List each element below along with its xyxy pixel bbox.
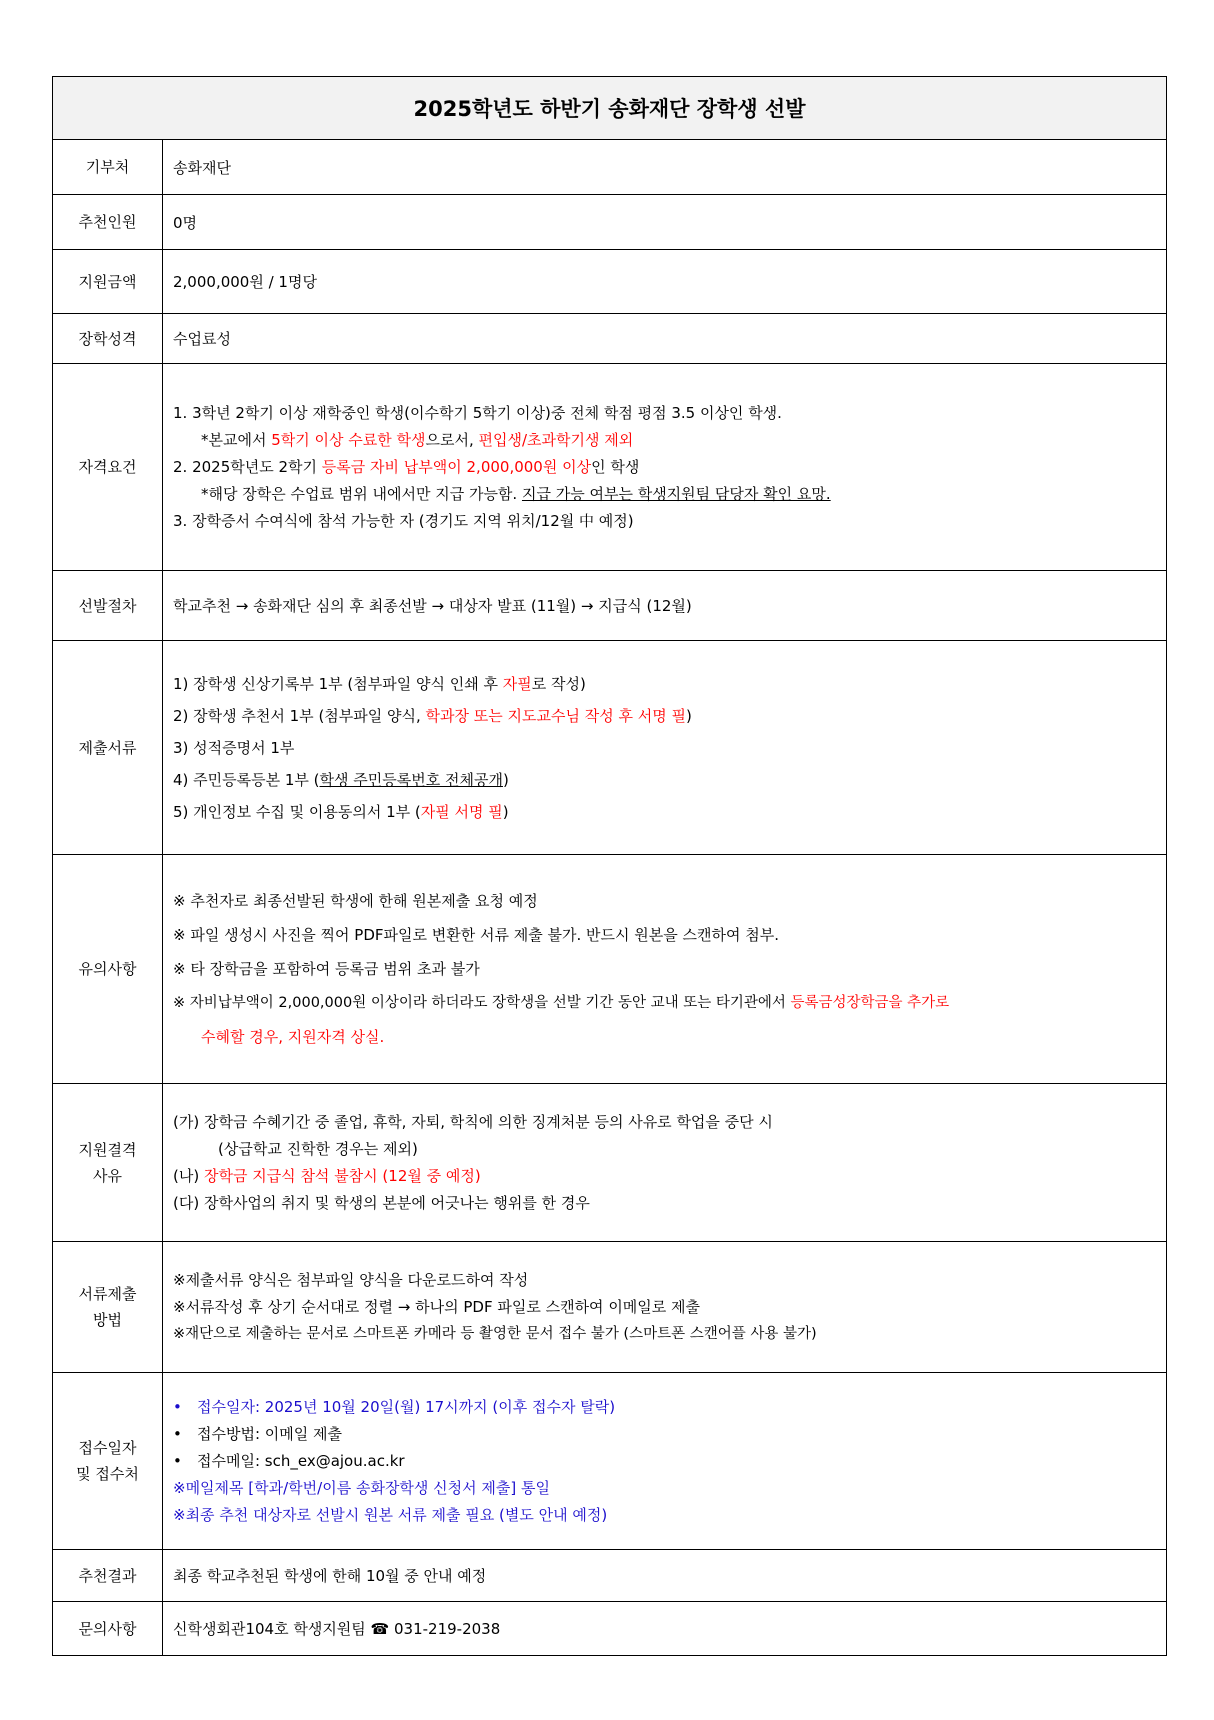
text: ※ 자비납부액이 2,000,000원 이상이라 하더라도 장학생을 선발 기간 동안 교내 또는 타기관에서 bbox=[173, 995, 791, 1011]
label-reception-line-2: 및 접수처 bbox=[76, 1465, 139, 1483]
document-item-4 bbox=[173, 764, 1156, 796]
highlight-red: 5학기 이상 수료한 학생 bbox=[271, 430, 426, 449]
bullet-icon: • bbox=[173, 1424, 182, 1443]
text: 인 학생 bbox=[591, 457, 640, 476]
text: (나) bbox=[173, 1166, 204, 1185]
bullet-icon: • bbox=[173, 1451, 182, 1470]
label-amount: 지원금액 bbox=[53, 250, 163, 314]
row-notes bbox=[53, 855, 1167, 1084]
label-recommend-count: 추천인원 bbox=[53, 195, 163, 250]
row-amount bbox=[53, 250, 1167, 314]
label-eligibility: 자격요건 bbox=[53, 364, 163, 571]
row-result bbox=[53, 1550, 1167, 1602]
value-recommend-count: 0명 bbox=[163, 195, 1167, 250]
row-contact bbox=[53, 1602, 1167, 1656]
label-method-line-2: 방법 bbox=[93, 1311, 122, 1329]
value-notes bbox=[163, 855, 1167, 1084]
row-recommend-count bbox=[53, 195, 1167, 250]
email-address: 접수메일: sch_ex@ajou.ac.kr bbox=[197, 1451, 405, 1470]
eligibility-line-4 bbox=[173, 481, 1156, 508]
title-row bbox=[53, 77, 1167, 140]
highlight-red: 편입생/초과학기생 제외 bbox=[478, 430, 634, 449]
eligibility-line-5: 3. 장학증서 수여식에 참석 가능한 자 (경기도 지역 위치/12월 中 예정) bbox=[173, 511, 634, 530]
label-disqualify-line-2: 사유 bbox=[93, 1166, 122, 1185]
label-disqualify-line-1: 지원결격 bbox=[78, 1140, 137, 1159]
note-4 bbox=[173, 986, 1156, 1020]
label-procedure: 선발절차 bbox=[53, 571, 163, 641]
reception-line-1 bbox=[173, 1394, 1156, 1421]
text: 로 작성) bbox=[531, 674, 586, 693]
method-line-1: ※제출서류 양식은 첨부파일 양식을 다운로드하여 작성 bbox=[173, 1270, 529, 1289]
bullet-icon: • bbox=[173, 1397, 182, 1416]
eligibility-line-2 bbox=[173, 427, 1156, 454]
row-donor bbox=[53, 140, 1167, 195]
document-item-1 bbox=[173, 668, 1156, 700]
row-disqualify bbox=[53, 1084, 1167, 1242]
text: 접수방법: 이메일 제출 bbox=[197, 1424, 343, 1443]
value-reception bbox=[163, 1373, 1167, 1550]
label-reception-line-1: 접수일자 bbox=[78, 1439, 137, 1457]
document-item-3: 3) 성적증명서 1부 bbox=[173, 738, 295, 757]
label-disqualify bbox=[53, 1084, 163, 1242]
note-3: ※ 타 장학금을 포함하여 등록금 범위 초과 불가 bbox=[173, 960, 480, 978]
text: *본교에서 bbox=[201, 430, 272, 449]
text: 2. 2025학년도 2학기 bbox=[173, 457, 322, 476]
text: 으로서, bbox=[425, 430, 479, 449]
note-1: ※ 추천자로 최종선발된 학생에 한해 원본제출 요청 예정 bbox=[173, 892, 538, 910]
text: ) bbox=[502, 802, 509, 821]
value-documents bbox=[163, 641, 1167, 855]
text: ) bbox=[502, 770, 509, 789]
label-notes: 유의사항 bbox=[53, 855, 163, 1084]
row-method bbox=[53, 1242, 1167, 1373]
value-procedure: 학교추천 → 송화재단 심의 후 최종선발 → 대상자 발표 (11월) → 지급식 (12월) bbox=[163, 571, 1167, 641]
text: 4) 주민등록등본 1부 ( bbox=[173, 770, 320, 789]
text: 5) 개인정보 수집 및 이용동의서 1부 ( bbox=[173, 802, 421, 821]
underlined-text: 학생 주민등록번호 전체공개 bbox=[319, 770, 503, 789]
row-procedure bbox=[53, 571, 1167, 641]
scholarship-notice-table bbox=[52, 76, 1167, 1656]
value-disqualify bbox=[163, 1084, 1167, 1242]
disqualify-line-4: (다) 장학사업의 취지 및 학생의 본분에 어긋나는 행위를 한 경우 bbox=[173, 1193, 590, 1212]
highlight-red: 자필 bbox=[502, 674, 532, 693]
row-eligibility bbox=[53, 364, 1167, 571]
reception-line-4: ※메일제목 [학과/학번/이름 송화장학생 신청서 제출] 통일 bbox=[173, 1478, 551, 1497]
highlight-red: 자필 서명 필 bbox=[420, 802, 503, 821]
method-line-2: ※서류작성 후 상기 순서대로 정렬 → 하나의 PDF 파일로 스캔하여 이메일로 제출 bbox=[173, 1297, 701, 1316]
row-documents bbox=[53, 641, 1167, 855]
reception-line-5: ※최종 추천 대상자로 선발시 원본 서류 제출 필요 (별도 안내 예정) bbox=[173, 1505, 608, 1524]
text: 접수일자: 2025년 10월 20일(월) 17시까지 (이후 접수자 탈락) bbox=[197, 1397, 616, 1416]
row-type bbox=[53, 314, 1167, 364]
value-result: 최종 학교추천된 학생에 한해 10월 중 안내 예정 bbox=[163, 1550, 1167, 1602]
underlined-text: 지급 가능 여부는 학생지원팀 담당자 확인 요망. bbox=[521, 484, 831, 503]
notice-title: 2025학년도 하반기 송화재단 장학생 선발 bbox=[53, 77, 1167, 140]
text: *해당 장학은 수업료 범위 내에서만 지급 가능함. bbox=[201, 484, 522, 503]
text: ) bbox=[686, 706, 692, 725]
text: 2) 장학생 추천서 1부 (첨부파일 양식, bbox=[173, 706, 426, 725]
label-documents: 제출서류 bbox=[53, 641, 163, 855]
label-reception bbox=[53, 1373, 163, 1550]
highlight-red: 학과장 또는 지도교수님 작성 후 서명 필 bbox=[425, 706, 686, 725]
document-item-2 bbox=[173, 700, 1156, 732]
highlight-red: 등록금성장학금을 추가로 bbox=[790, 995, 950, 1011]
value-donor: 송화재단 bbox=[163, 140, 1167, 195]
reception-line-3 bbox=[173, 1448, 1156, 1475]
label-type: 장학성격 bbox=[53, 314, 163, 364]
value-eligibility bbox=[163, 364, 1167, 571]
highlight-red: 등록금 자비 납부액이 2,000,000원 이상 bbox=[321, 457, 592, 476]
disqualify-line-2: (상급학교 진학한 경우는 제외) bbox=[218, 1139, 418, 1158]
value-type: 수업료성 bbox=[163, 314, 1167, 364]
label-contact: 문의사항 bbox=[53, 1602, 163, 1656]
disqualify-line-3 bbox=[173, 1163, 1156, 1190]
highlight-red: 장학금 지급식 참석 불참시 (12월 중 예정) bbox=[203, 1166, 481, 1185]
label-result: 추천결과 bbox=[53, 1550, 163, 1602]
note-2: ※ 파일 생성시 사진을 찍어 PDF파일로 변환한 서류 제출 불가. 반드시 원본을 스캔하여 첨부. bbox=[173, 926, 779, 944]
method-line-3: ※재단으로 제출하는 문서로 스마트폰 카메라 등 촬영한 문서 접수 불가 (스마트폰 스캔어플 사용 불가) bbox=[173, 1325, 817, 1342]
value-contact: 신학생회관104호 학생지원팀 ☎ 031-219-2038 bbox=[163, 1602, 1167, 1656]
label-donor: 기부처 bbox=[53, 140, 163, 195]
text: 1) 장학생 신상기록부 1부 (첨부파일 양식 인쇄 후 bbox=[173, 674, 503, 693]
row-reception bbox=[53, 1373, 1167, 1550]
disqualify-line-1: (가) 장학금 수혜기간 중 졸업, 휴학, 자퇴, 학칙에 의한 징계처분 등의 사유로 학업을 중단 시 bbox=[173, 1112, 773, 1131]
label-method-line-1: 서류제출 bbox=[78, 1285, 137, 1303]
value-amount: 2,000,000원 / 1명당 bbox=[163, 250, 1167, 314]
eligibility-line-1: 1. 3학년 2학기 이상 재학중인 학생(이수학기 5학기 이상)중 전체 학점 평점 3.5 이상인 학생. bbox=[173, 403, 782, 422]
note-5: 수혜할 경우, 지원자격 상실. bbox=[201, 1028, 385, 1046]
reception-line-2 bbox=[173, 1421, 1156, 1448]
document-item-5 bbox=[173, 796, 1156, 828]
label-method bbox=[53, 1242, 163, 1373]
eligibility-line-3 bbox=[173, 454, 1156, 481]
value-method bbox=[163, 1242, 1167, 1373]
